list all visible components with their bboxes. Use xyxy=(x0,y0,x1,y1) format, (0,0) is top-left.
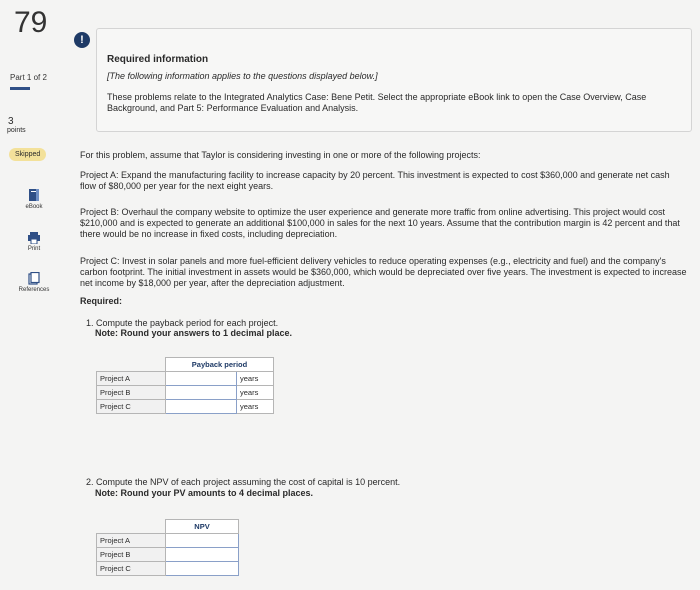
ebook-button[interactable] xyxy=(9,188,59,210)
points-value: 3 xyxy=(8,116,14,127)
q1-note: Note: Round your answers to 1 decimal place. xyxy=(95,328,293,338)
payback-header: Payback period xyxy=(166,358,274,372)
payback-a-input[interactable] xyxy=(166,372,237,386)
table-row xyxy=(97,372,274,386)
project-a-label: Project A xyxy=(97,372,166,386)
npv-a-input[interactable] xyxy=(166,534,239,548)
part-label: Part 1 of 2 xyxy=(10,73,47,82)
q2-note: Note: Round your PV amounts to 4 decimal places. xyxy=(95,488,314,498)
table-row xyxy=(97,534,239,548)
required-information-box xyxy=(96,28,692,132)
table-row xyxy=(97,548,239,562)
project-b-text: Project B: Overhaul the company website to optimize the user experience and generate more traffic from online advertising. This project would cost $210,000 and is expected to generate an additional $100,000 in sales for the next 10 years. Assume that the contribution margin is 42 percent and that there would be no increase in fixed costs, including depreciation. xyxy=(80,207,680,239)
table-row xyxy=(97,400,274,414)
table-row xyxy=(97,386,274,400)
project-c-label: Project C xyxy=(97,400,166,414)
ebook-label: eBook xyxy=(25,204,43,210)
info-italic-note: [The following information applies to the questions displayed below.] xyxy=(107,71,378,81)
print-icon xyxy=(27,232,41,244)
references-label: References xyxy=(18,287,50,293)
references-button[interactable] xyxy=(9,272,59,293)
alert-icon: ! xyxy=(74,32,90,48)
payback-c-unit: years xyxy=(237,400,274,414)
points-label: points xyxy=(7,127,26,134)
book-icon xyxy=(28,188,40,202)
payback-b-input[interactable] xyxy=(166,386,237,400)
payback-table xyxy=(96,357,274,414)
required-label: Required: xyxy=(80,296,123,306)
npv-project-a-label: Project A xyxy=(97,534,166,548)
q2-text: 2. Compute the NPV of each project assuming the cost of capital is 10 percent. xyxy=(86,477,401,487)
npv-table xyxy=(96,519,239,576)
part-progress-bar xyxy=(10,87,30,90)
print-label: Print xyxy=(27,246,41,252)
npv-header: NPV xyxy=(166,520,239,534)
npv-c-input[interactable] xyxy=(166,562,239,576)
question-number: 79 xyxy=(14,6,48,39)
payback-c-input[interactable] xyxy=(166,400,237,414)
payback-a-unit: years xyxy=(237,372,274,386)
q1-text: 1. Compute the payback period for each project. xyxy=(86,318,279,328)
info-paragraph: These problems relate to the Integrated Analytics Case: Bene Petit. Select the appropriate eBook link to open the Case Overview, Case Background, and Part 5: Performance Evaluation and Analysis. xyxy=(107,92,647,113)
payback-b-unit: years xyxy=(237,386,274,400)
problem-intro: For this problem, assume that Taylor is considering investing in one or more of the following projects: xyxy=(80,150,481,160)
table-row xyxy=(97,562,239,576)
references-icon xyxy=(28,272,40,285)
status-badge: Skipped xyxy=(9,148,46,161)
project-c-text: Project C: Invest in solar panels and more fuel-efficient delivery vehicles to reduce operating expenses (e.g., electricity and fuel) and the company's carbon footprint. The initial investment in assets would be $360,000, which would be depreciated over five years. The investment is expected to increase net income by $18,000 per year, after the depreciation adjustment. xyxy=(80,256,687,288)
print-button[interactable] xyxy=(9,232,59,252)
project-b-label: Project B xyxy=(97,386,166,400)
info-title: Required information xyxy=(107,54,209,65)
npv-b-input[interactable] xyxy=(166,548,239,562)
npv-project-c-label: Project C xyxy=(97,562,166,576)
npv-project-b-label: Project B xyxy=(97,548,166,562)
project-a-text: Project A: Expand the manufacturing facility to increase capacity by 20 percent. This investment is expected to cost $360,000 and generate net cash flow of $80,000 per year for the next eight years. xyxy=(80,170,670,191)
